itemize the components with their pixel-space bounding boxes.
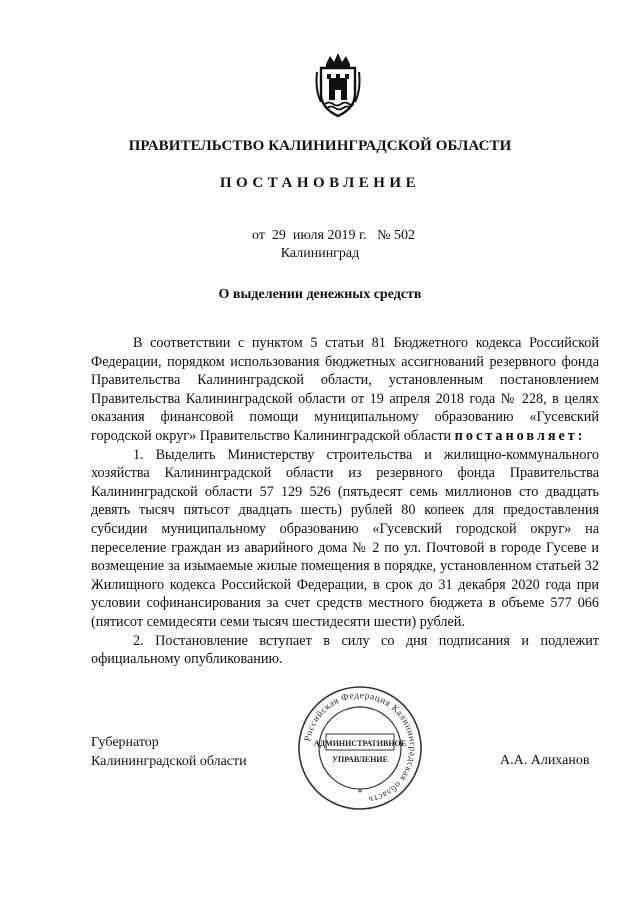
item-1-paragraph: 1. Выделить Министерству строительства и жилищно-коммунального хозяйства Калининградской области из резервного фонда Правительства Калининградской области 57 129 526 (пятьдесят семь миллионов сто двадцать девять тысяч пятьсот двадцать шесть) рублей 80 копеек для предоставления субсидии муниципальному образованию «Гусевский городской округ» на переселение граждан из аварийного дома № 2 по ул. Почтовой в городе Гусеве и возмещение за изымаемые жилые помещения в порядке, установленном статьей 32 Жилищного кодекса Российской Федерации, в срок до 31 декабря 2020 года при условии софинансирования за счет средств местного бюджета в объеме 577 066 (пятисот семидесяти семи тысяч шестидесяти шести) рублей. [91, 446, 599, 630]
signatory-position [91, 734, 247, 771]
preamble-text: В соответствии с пунктом 5 статьи 81 Бюджетного кодекса Российской Федерации, порядком использования бюджетных ассигнований резервного фонда Правительства Калининградской области, установленным постановлением Правительства Калининградской области от 19 апреля 2018 года № 228, в целях оказания финансовой помощи муниципальному образованию «Гусевский городской округ» Правительство Калининградской области [91, 335, 599, 444]
organization-title: ПРАВИТЕЛЬСТВО КАЛИНИНГРАДСКОЙ ОБЛАСТИ [128, 138, 512, 154]
stamp-ring-text: Российская Федерация Калининградская область [303, 690, 418, 805]
stamp-star: * [357, 788, 363, 799]
document-type: ПОСТАНОВЛЕНИЕ [219, 175, 421, 191]
official-stamp [296, 684, 424, 812]
signatory-position-line2: Калининградской области [91, 753, 247, 769]
decree-word: постановляет: [454, 427, 586, 444]
item-2-paragraph: 2. Постановление вступает в силу со дня подписания и подлежит официальному опубликованию. [91, 632, 599, 668]
signatory-name: А.А. Алиханов [500, 753, 590, 768]
stamp-center-line2: УПРАВЛЕНИЕ [332, 755, 388, 764]
document-date-number: от 29 июля 2019 г. № 502 [252, 228, 415, 243]
stamp-center-line1: АДМИНИСТРАТИВНОЕ [313, 739, 407, 748]
signatory-position-line1: Губернатор [91, 735, 159, 750]
preamble-paragraph [91, 334, 599, 446]
document-subject: О выделении денежных средств [218, 287, 422, 302]
document-body [91, 334, 599, 669]
document-city: Калининград [280, 246, 360, 261]
coat-of-arms-icon [313, 50, 363, 120]
